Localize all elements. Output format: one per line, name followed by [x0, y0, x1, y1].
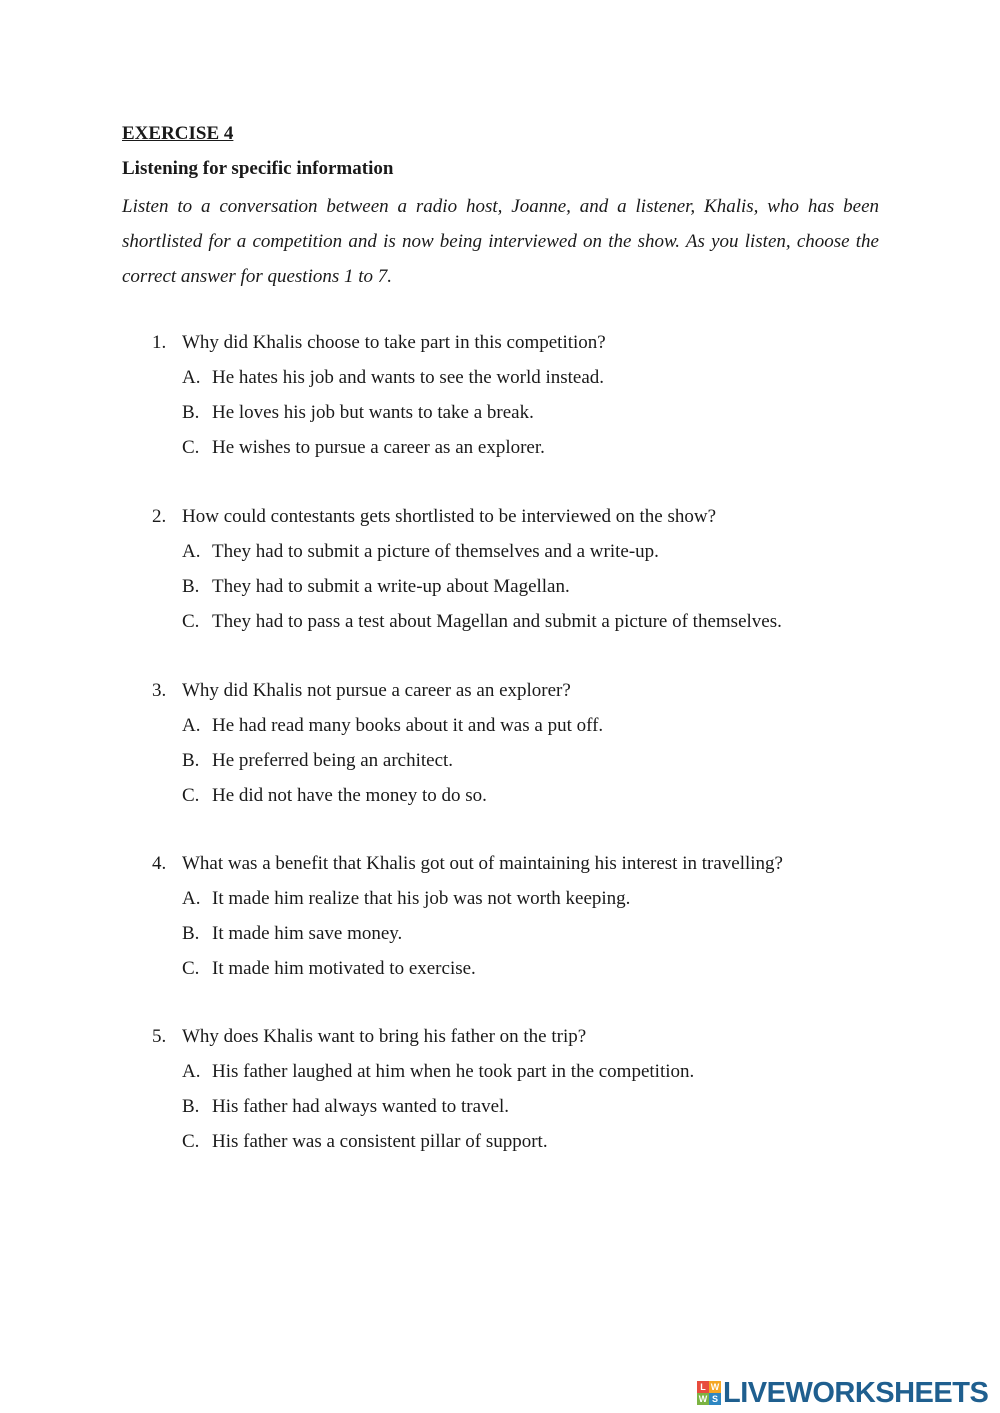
- answer-option[interactable]: [150, 574, 910, 609]
- exercise-instructions: Listen to a conversation between a radio host, Joanne, and a listener, Khalis, who has been shortlisted for a competition and is now being interviewed on the show. As you listen, choose the correct answer for questions 1 to 7.: [122, 196, 879, 287]
- option-text: He hates his job and wants to see the world instead.: [212, 367, 605, 388]
- option-text: He loves his job but wants to take a break.: [212, 401, 534, 423]
- answer-option[interactable]: [150, 435, 910, 470]
- option-text: They had to submit a write-up about Magellan.: [212, 575, 570, 597]
- question-stem: [150, 330, 910, 365]
- question-number: 1.: [152, 332, 167, 353]
- option-text: It made him motivated to exercise.: [212, 957, 476, 979]
- logo-text: LIVEWORKSHEETS: [723, 1377, 989, 1409]
- answer-option[interactable]: [150, 713, 910, 748]
- option-text: It made him save money.: [212, 922, 403, 944]
- option-text: They had to submit a picture of themselves and a write-up.: [212, 541, 659, 562]
- question-text: Why does Khalis want to bring his father on the trip?: [182, 1026, 587, 1047]
- question-text: Why did Khalis not pursue a career as an explorer?: [182, 680, 571, 701]
- question-stem: [150, 1024, 910, 1059]
- option-text: It made him realize that his job was not worth keeping.: [212, 888, 631, 909]
- answer-option[interactable]: [150, 1059, 910, 1094]
- liveworksheets-logo: [697, 1377, 988, 1409]
- option-letter: C.: [182, 436, 200, 458]
- answer-option[interactable]: [150, 748, 910, 783]
- option-text: His father had always wanted to travel.: [212, 1095, 510, 1117]
- answer-option[interactable]: [150, 921, 910, 956]
- question-number: 5.: [152, 1026, 167, 1047]
- question-text: What was a benefit that Khalis got out of maintaining his interest in travelling?: [182, 853, 783, 874]
- answer-option[interactable]: [150, 1129, 910, 1164]
- option-letter: B.: [182, 749, 200, 771]
- option-text: He had read many books about it and was a put off.: [212, 715, 604, 736]
- option-letter: A.: [182, 367, 201, 388]
- logo-tile: L: [697, 1381, 709, 1393]
- logo-tile: S: [709, 1393, 721, 1405]
- question-4: [150, 851, 910, 990]
- answer-option[interactable]: [150, 539, 910, 574]
- option-letter: C.: [182, 957, 200, 979]
- option-text: He did not have the money to do so.: [212, 784, 487, 806]
- answer-option[interactable]: [150, 956, 910, 991]
- option-letter: A.: [182, 541, 201, 562]
- question-number: 3.: [152, 680, 167, 701]
- option-letter: A.: [182, 1061, 201, 1082]
- exercise-subtitle: Listening for specific information: [122, 158, 394, 179]
- question-5: [150, 1024, 910, 1163]
- option-letter: C.: [182, 784, 200, 806]
- option-letter: B.: [182, 575, 200, 597]
- question-stem: [150, 678, 910, 713]
- liveworksheets-icon: [697, 1381, 721, 1405]
- option-letter: B.: [182, 922, 200, 944]
- question-stem: [150, 504, 910, 539]
- answer-option[interactable]: [150, 365, 910, 400]
- option-text: His father was a consistent pillar of support.: [212, 1130, 548, 1152]
- answer-option[interactable]: [150, 783, 910, 818]
- answer-option[interactable]: [150, 1094, 910, 1129]
- answer-option[interactable]: [150, 400, 910, 435]
- question-2: [150, 504, 910, 643]
- answer-option[interactable]: [150, 609, 910, 644]
- logo-tile: W: [710, 1382, 720, 1392]
- question-1: [150, 330, 910, 469]
- question-stem: [150, 851, 910, 886]
- option-text: They had to pass a test about Magellan and submit a picture of themselves.: [212, 610, 782, 632]
- exercise-title: EXERCISE 4: [122, 123, 234, 144]
- question-number: 4.: [152, 853, 167, 874]
- option-letter: A.: [182, 715, 201, 736]
- option-letter: B.: [182, 401, 200, 423]
- question-3: [150, 678, 910, 817]
- logo-tile: W: [698, 1394, 708, 1404]
- option-letter: C.: [182, 610, 200, 632]
- option-text: He preferred being an architect.: [212, 749, 454, 771]
- option-letter: C.: [182, 1130, 200, 1152]
- option-letter: B.: [182, 1095, 200, 1117]
- option-text: His father laughed at him when he took part in the competition.: [212, 1061, 695, 1082]
- answer-option[interactable]: [150, 886, 910, 921]
- option-letter: A.: [182, 888, 201, 909]
- question-text: How could contestants gets shortlisted to be interviewed on the show?: [182, 506, 717, 527]
- question-text: Why did Khalis choose to take part in this competition?: [182, 332, 606, 353]
- option-text: He wishes to pursue a career as an explorer.: [212, 436, 545, 458]
- question-number: 2.: [152, 506, 167, 527]
